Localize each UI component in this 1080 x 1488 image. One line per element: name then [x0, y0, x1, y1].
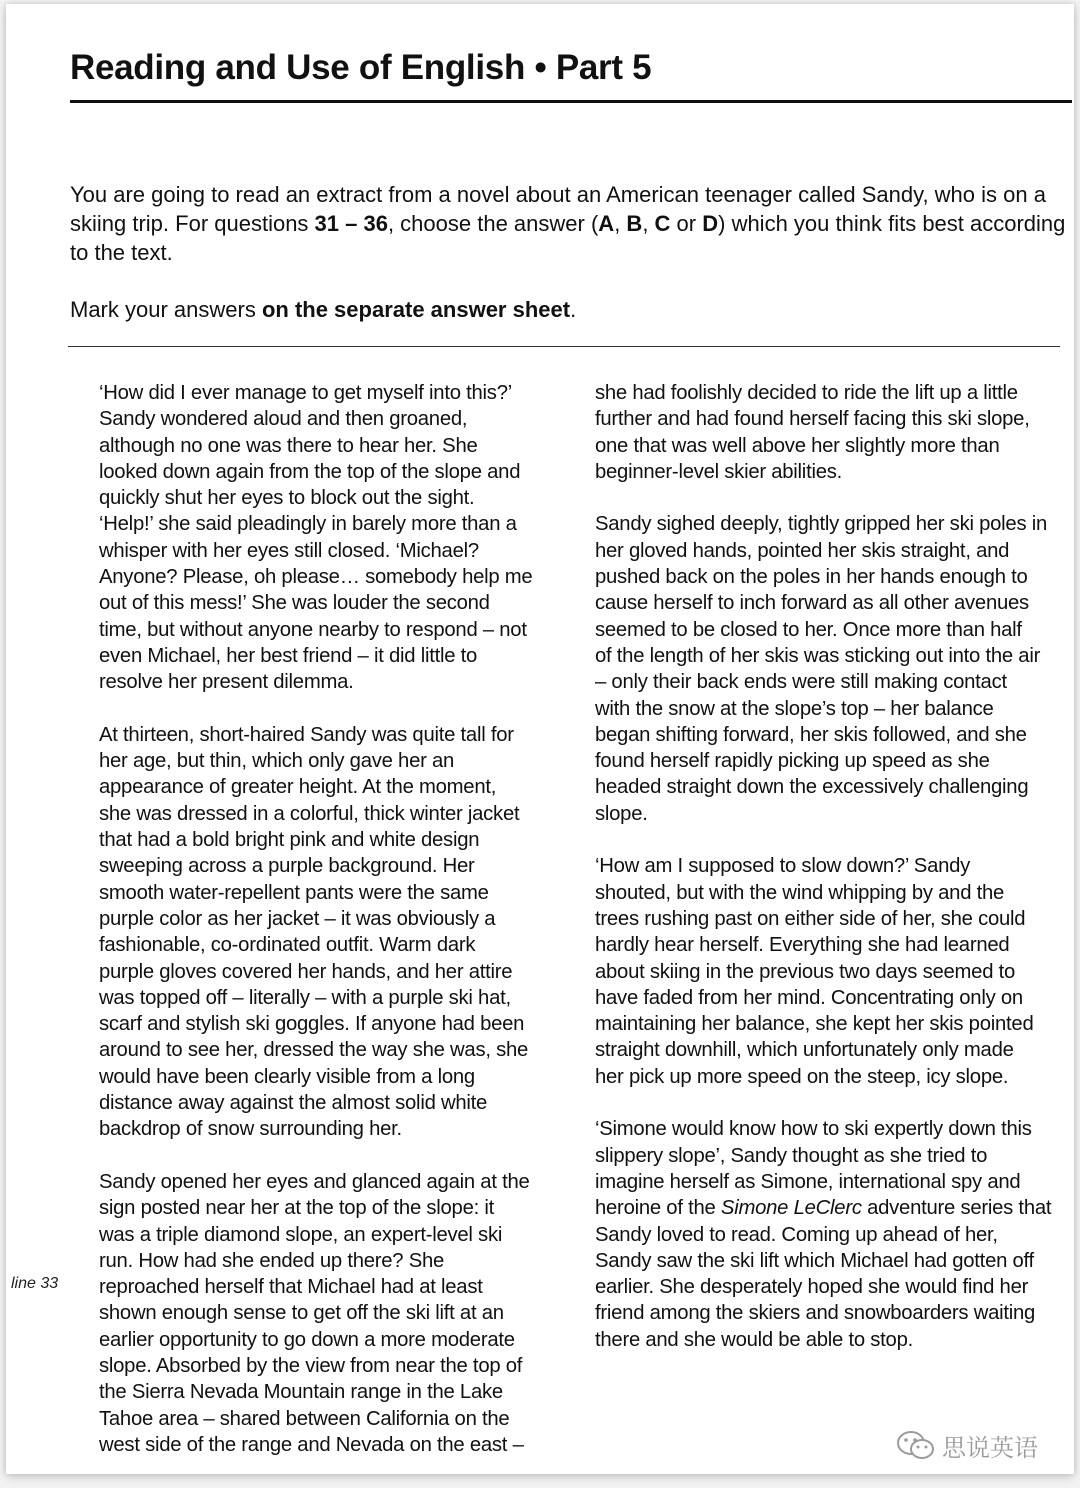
passage-line: with the snow at the slope’s top – her balance: [595, 697, 994, 720]
passage-line: that had a bold bright pink and white design: [99, 829, 480, 852]
passage-line: scarf and stylish ski goggles. If anyone had been: [99, 1013, 525, 1036]
passage-line: Sandy loved to read. Coming up ahead of her,: [595, 1223, 998, 1246]
passage-line: earlier. She desperately hoped she would find her: [595, 1276, 1029, 1299]
passage-line: straight downhill, which unfortunately only made: [595, 1039, 1014, 1062]
line-number-marker: line 33: [11, 1275, 59, 1292]
passage-line: quickly shut her eyes to block out the sight.: [99, 487, 475, 510]
passage-line: slippery slope’, Sandy thought as she tried to: [595, 1144, 988, 1167]
passage-line: slope. Absorbed by the view from near the top of: [99, 1354, 523, 1377]
passage-line: backdrop of snow surrounding her.: [99, 1118, 402, 1141]
passage-line: shown enough sense to get off the ski lift at an: [99, 1302, 504, 1325]
passage-line: ‘Simone would know how to ski expertly down this: [595, 1118, 1032, 1141]
passage-line: ‘How am I supposed to slow down?’ Sandy: [595, 855, 971, 878]
passage-line: her gloved hands, pointed her skis straight, and: [595, 539, 1010, 562]
passage-line: reproached herself that Michael had at least: [99, 1276, 483, 1299]
passage-line: Sandy saw the ski lift which Michael had gotten off: [595, 1249, 1034, 1272]
passage-right-column: [595, 380, 1065, 1379]
passage-line: Tahoe area – shared between California on the: [99, 1407, 510, 1430]
passage-line: earlier opportunity to go down a more moderate: [99, 1328, 515, 1351]
passage-line: friend among the skiers and snowboarders waiting: [595, 1302, 1036, 1325]
answer-note-end: .: [570, 297, 577, 322]
passage-line: cause herself to inch forward as all other avenues: [595, 592, 1029, 615]
passage-paragraph: [595, 380, 1065, 485]
line-fragment: adventure series that: [861, 1197, 1052, 1220]
separator: ,: [642, 211, 655, 236]
passage-paragraph: [99, 1169, 561, 1458]
passage-left-column: [99, 380, 561, 1474]
passage-line: maintaining her balance, she kept her skis pointed: [595, 1013, 1034, 1036]
passage-line: smooth water-repellent pants were the same: [99, 881, 489, 904]
passage-line: [595, 1195, 1065, 1221]
passage-line: run. How had she ended up there? She: [99, 1249, 445, 1272]
option-b: B: [626, 211, 643, 236]
passage-line: around to see her, dressed the way she was, she: [99, 1039, 529, 1062]
passage-line: would have been clearly visible from a long: [99, 1065, 475, 1088]
passage-line: beginner-level skier abilities.: [595, 460, 843, 483]
passage-line: of the length of her skis was sticking out into the air: [595, 644, 1041, 667]
option-c: C: [654, 211, 671, 236]
passage-line: the Sierra Nevada Mountain range in the Lake: [99, 1381, 503, 1404]
passage-line: although no one was there to hear her. She: [99, 434, 478, 457]
option-a: A: [598, 211, 615, 236]
title-divider: [70, 100, 1072, 103]
passage-line: – only their back ends were still making contact: [595, 671, 1007, 694]
passage-line: whisper with her eyes still closed. ‘Michael?: [99, 539, 479, 562]
instructions: [70, 180, 1070, 267]
section-divider: [68, 346, 1060, 347]
instructions-text-b: , choose the answer (: [387, 211, 599, 236]
option-d: D: [702, 211, 719, 236]
passage-line: At thirteen, short-haired Sandy was quite tall for: [99, 723, 514, 746]
instructions-text-a: You are going to read an extract from a novel about an American teenager called Sandy, who is on a skiing trip. For questions: [70, 182, 1046, 236]
watermark-text: 思说英语: [942, 1434, 1038, 1462]
answer-sheet-note: [70, 295, 576, 324]
page-title: Reading and Use of English • Part 5: [70, 48, 652, 87]
passage-line: Sandy sighed deeply, tightly gripped her ski poles in: [595, 513, 1048, 536]
wechat-icon: [896, 1429, 936, 1463]
answer-note-text: Mark your answers: [70, 297, 262, 322]
passage-line: fashionable, co-ordinated outfit. Warm dark: [99, 934, 476, 957]
passage-line: time, but without anyone nearby to respond – not: [99, 618, 527, 641]
passage-line: purple color as her jacket – it was obviously a: [99, 907, 496, 930]
passage-line: resolve her present dilemma.: [99, 671, 354, 694]
passage-paragraph: [595, 1116, 1065, 1353]
passage-line: pushed back on the poles in her hands enough to: [595, 566, 1028, 589]
passage-line: headed straight down the excessively challenging: [595, 776, 1029, 799]
passage-line: slope.: [595, 802, 648, 825]
passage-paragraph: [595, 853, 1065, 1090]
passage-line: was a triple diamond slope, an expert-level ski: [99, 1223, 503, 1246]
instructions-text-c: ) which you think fits best according to the text.: [70, 211, 1066, 265]
right-column-paragraphs: [595, 380, 1065, 1090]
passage-line: even Michael, her best friend – it did little to: [99, 644, 478, 667]
passage-line: ‘Help!’ she said pleadingly in barely more than a: [99, 513, 517, 536]
passage-line: Sandy wondered aloud and then groaned,: [99, 408, 468, 431]
passage-line: trees rushing past on either side of her, she could: [595, 907, 1026, 930]
passage-line: looked down again from the top of the slope and: [99, 460, 521, 483]
passage-line: out of this mess!’ She was louder the second: [99, 592, 490, 615]
passage-line: about skiing in the previous two days seemed to: [595, 960, 1016, 983]
separator: or: [670, 211, 703, 236]
passage-line: further and had found herself facing this ski slope,: [595, 408, 1030, 431]
passage-line: Sandy opened her eyes and glanced again at the: [99, 1170, 530, 1193]
passage-line: there and she would be able to stop.: [595, 1328, 913, 1351]
exam-page: [6, 4, 1074, 1474]
passage-line: sign posted near her at the top of the slope: it: [99, 1197, 495, 1220]
passage-line: found herself rapidly picking up speed as she: [595, 750, 990, 773]
passage-line: sweeping across a purple background. Her: [99, 855, 475, 878]
passage-line: was topped off – literally – with a purple ski hat,: [99, 986, 511, 1009]
separator: ,: [614, 211, 627, 236]
question-range: 31 – 36: [314, 211, 388, 236]
passage-line: Anyone? Please, oh please… somebody help me: [99, 566, 533, 589]
passage-line: west side of the range and Nevada on the east –: [99, 1433, 524, 1456]
passage-line: began shifting forward, her skis followed, and she: [595, 723, 1027, 746]
passage-line: her pick up more speed on the steep, icy slope.: [595, 1065, 1009, 1088]
passage-line: have faded from her mind. Concentrating only on: [595, 986, 1023, 1009]
passage-line: shouted, but with the wind whipping by and the: [595, 881, 1005, 904]
passage-line: her age, but thin, which only gave her an: [99, 750, 455, 773]
series-title: Simone LeClerc: [720, 1197, 862, 1220]
passage-paragraph: [99, 722, 561, 1143]
passage-line: hardly hear herself. Everything she had learned: [595, 934, 1010, 957]
passage-line: she had foolishly decided to ride the lift up a little: [595, 382, 1018, 404]
passage-line: imagine herself as Simone, international spy and: [595, 1170, 1021, 1193]
passage-line: ‘How did I ever manage to get myself into this?’: [99, 382, 512, 404]
passage-line: distance away against the almost solid white: [99, 1092, 488, 1115]
passage-paragraph: [99, 380, 561, 696]
answer-note-emphasis: on the separate answer sheet: [261, 297, 571, 322]
passage-line: one that was well above her slightly more than: [595, 434, 1000, 457]
line-fragment: heroine of the: [595, 1197, 721, 1220]
watermark: [896, 1428, 1038, 1463]
passage-line: appearance of greater height. At the moment,: [99, 776, 497, 799]
passage-line: she was dressed in a colorful, thick winter jacket: [99, 802, 520, 825]
passage-line: purple gloves covered her hands, and her attire: [99, 960, 513, 983]
passage-paragraph: [595, 511, 1065, 827]
passage-line: seemed to be closed to her. Once more than half: [595, 618, 1022, 641]
